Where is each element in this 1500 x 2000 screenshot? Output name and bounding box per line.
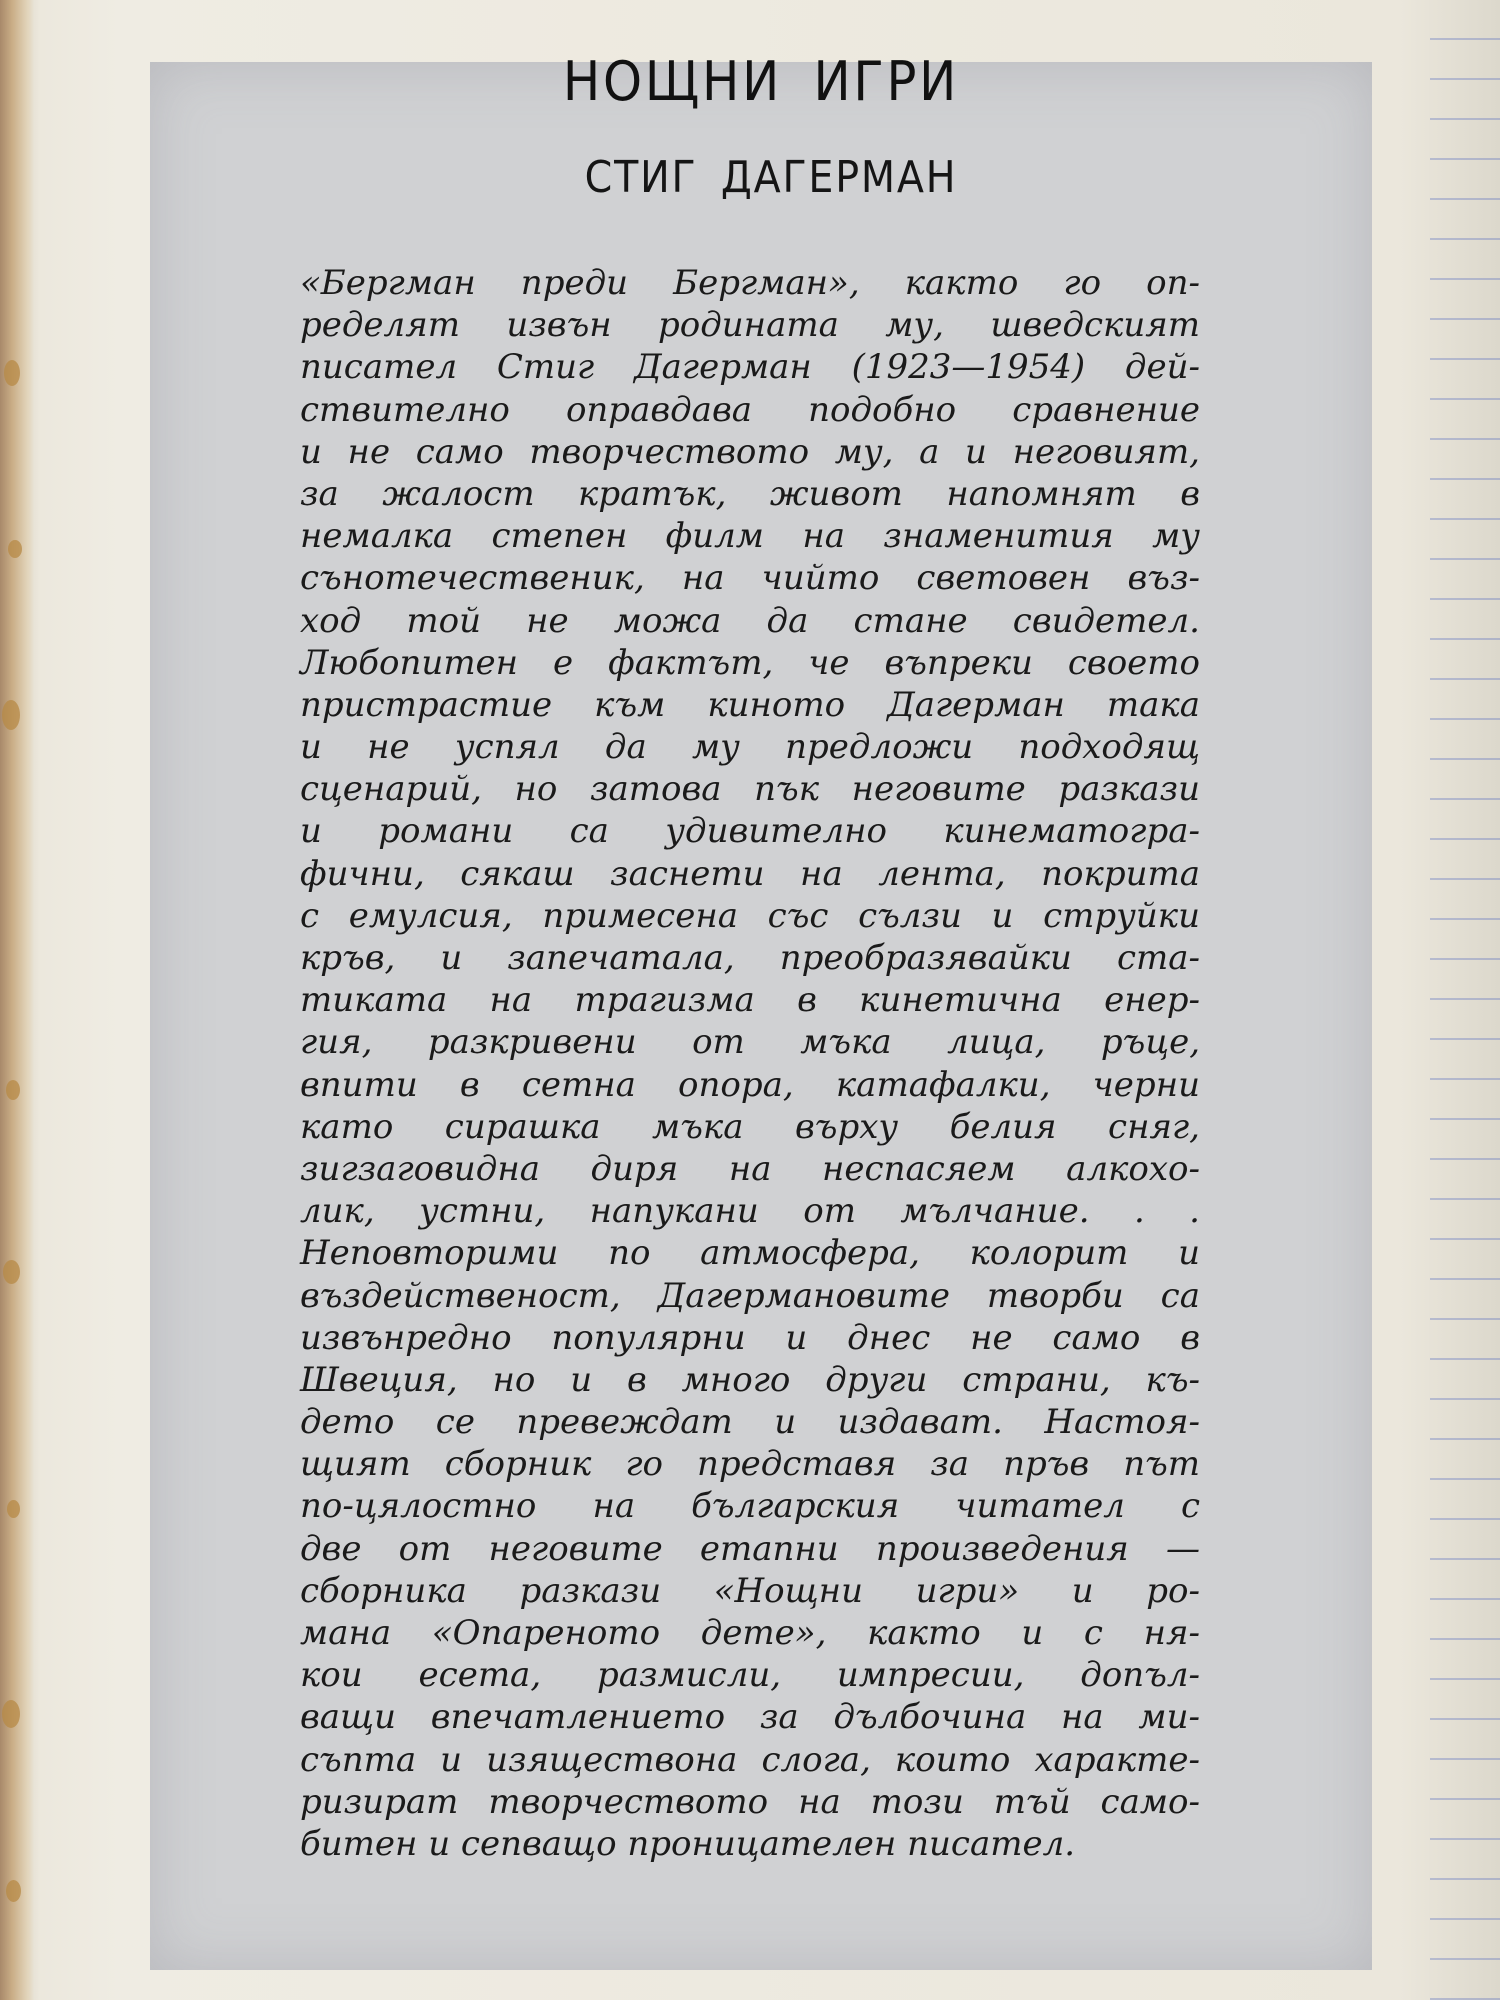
book-title: НОЩНИ ИГРИ bbox=[562, 50, 960, 113]
paper-stain bbox=[6, 1080, 20, 1100]
text-line: и романи са удивително кинематогра- bbox=[300, 811, 1200, 852]
blurb-text bbox=[300, 262, 1200, 1865]
text-line: по-цялостно на българския читател с bbox=[300, 1486, 1200, 1527]
text-line: тиката на трагизма в кинетична енер- bbox=[300, 980, 1200, 1021]
text-line: лик, устни, напукани от мълчание. . . bbox=[300, 1191, 1200, 1232]
paper-stain bbox=[8, 540, 22, 558]
paper-stain bbox=[3, 1260, 20, 1284]
text-line: съпта и изяществона слога, които характе- bbox=[300, 1739, 1200, 1780]
text-line: сънотечественик, на чийто световен въз- bbox=[300, 558, 1200, 599]
paper-stain bbox=[4, 360, 20, 386]
author-name: СТИГ ДАГЕРМАН bbox=[584, 152, 958, 203]
text-line: ващи впечатлението за дълбочина на ми- bbox=[300, 1697, 1200, 1738]
text-line: с емулсия, примесена със сълзи и струйки bbox=[300, 895, 1200, 936]
text-line: ствително оправдава подобно сравнение bbox=[300, 389, 1200, 430]
book-binding-edge bbox=[0, 0, 34, 2000]
text-line: за жалост кратък, живот напомнят в bbox=[300, 473, 1200, 514]
paper-stain bbox=[2, 700, 20, 730]
text-line: немалка степен филм на знаменития му bbox=[300, 516, 1200, 557]
text-line: въздейственост, Дагермановите творби са bbox=[300, 1275, 1200, 1316]
text-line: и не само творчеството му, а и неговият, bbox=[300, 431, 1200, 472]
text-line: пристрастие към киното Дагерман така bbox=[300, 684, 1200, 725]
text-line: мана «Опареното дете», както и с ня- bbox=[300, 1613, 1200, 1653]
text-line: и не успял да му предложи подходящ bbox=[300, 727, 1200, 768]
text-line: две от неговите етапни произведения — bbox=[300, 1528, 1200, 1569]
text-line: дето се превеждат и издават. Настоя- bbox=[300, 1402, 1200, 1443]
text-line: кръв, и запечатала, преобразявайки ста- bbox=[300, 938, 1200, 978]
text-line: сценарий, но затова пък неговите разкази bbox=[300, 769, 1200, 810]
text-line: Швеция, но и в много други страни, къ- bbox=[300, 1359, 1200, 1400]
text-line: извънредно популярни и днес не само в bbox=[300, 1317, 1200, 1358]
paper-stain bbox=[7, 1500, 20, 1518]
text-line: Неповторими по атмосфера, колорит и bbox=[300, 1233, 1200, 1274]
text-line: ход той не можа да стане свидетел. bbox=[300, 600, 1200, 641]
text-line: зигзаговидна диря на неспасяем алкохо- bbox=[300, 1148, 1200, 1189]
text-line: ределят извън родината му, шведският bbox=[300, 305, 1200, 346]
text-line: писател Стиг Дагерман (1923—1954) дей- bbox=[300, 347, 1200, 388]
text-line: гия, разкривени от мъка лица, ръце, bbox=[300, 1022, 1200, 1063]
text-line: щият сборник го представя за пръв път bbox=[300, 1444, 1200, 1485]
text-line: кои есета, размисли, импресии, допъл- bbox=[300, 1655, 1200, 1696]
text-line: ризират творчеството на този тъй само- bbox=[300, 1781, 1200, 1822]
paper-stain bbox=[2, 1700, 20, 1728]
notebook-lines bbox=[1430, 0, 1500, 2000]
text-line: битен и сепващо проницателен писател. bbox=[300, 1823, 1076, 1864]
text-line: «Бергман преди Бергман», както го оп- bbox=[300, 263, 1200, 303]
paper-stain bbox=[6, 1880, 21, 1902]
text-line: Любопитен е фактът, че въпреки своето bbox=[300, 642, 1200, 683]
text-line: впити в сетна опора, катафалки, черни bbox=[300, 1064, 1200, 1105]
text-line: като сирашка мъка върху белия сняг, bbox=[300, 1106, 1200, 1147]
text-line: фични, сякаш заснети на лента, покрита bbox=[300, 853, 1200, 894]
text-line: сборника разкази «Нощни игри» и ро- bbox=[300, 1570, 1200, 1611]
